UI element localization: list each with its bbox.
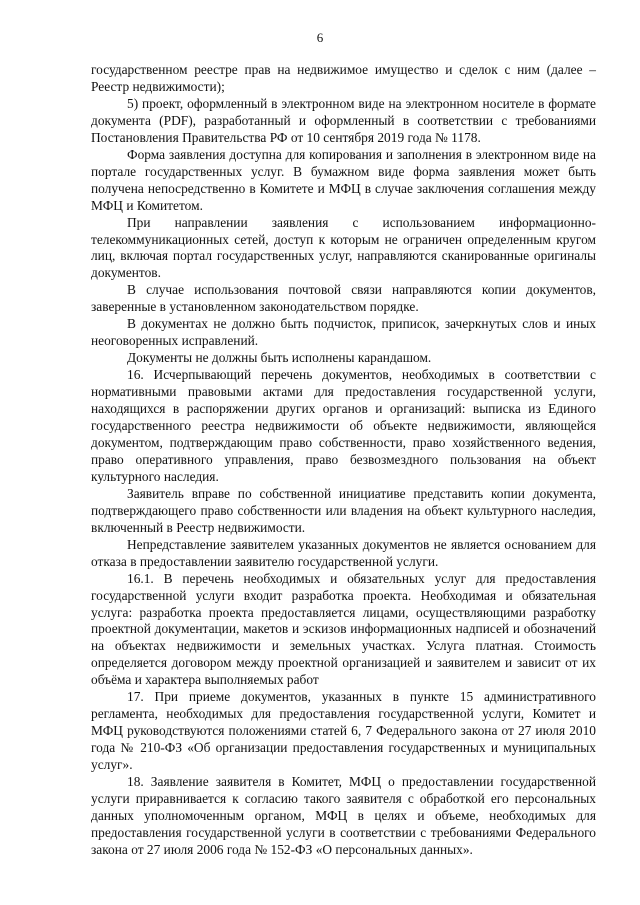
paragraph-electronic-submission: При направлении заявления с использованием информационно-телекоммуникационных сетей, доступ к которым не ограничен определенным кругом лиц, включая портал государственных услуг, направляются сканированные оригиналы документов. — [91, 214, 596, 281]
paragraph-registry-continuation: государственном реестре прав на недвижимое имущество и сделок с ним (далее – Реестр недвижимости); — [91, 62, 596, 94]
paragraph-section-18: 18. Заявление заявителя в Комитет, МФЦ о предоставлении государственной услуги приравнивается к согласию такого заявителя с обработкой его персональных данных уполномоченным органом, МФЦ в целях и объеме, необходимых для предоставления государственной услуги в соответствии с требованиями Федерального закона от 27 июля 2006 года № 152-ФЗ «О персональных данных». — [91, 774, 596, 857]
paragraph-applicant-initiative: Заявитель вправе по собственной инициативе представить копии документа, подтверждающего право собственности или владения на объект культурного наследия, включенный в Реестр недвижимости. — [91, 485, 596, 535]
paragraph-application-form: Форма заявления доступна для копирования и заполнения в электронном виде на портале государственных услуг. В бумажном виде форма заявления может быть получена непосредственно в Комитете и МФЦ в случае заключения соглашения между МФЦ и Комитетом. — [91, 146, 596, 213]
page-number: 6 — [316, 30, 324, 45]
paragraph-no-corrections: В документах не должно быть подчисток, приписок, зачеркнутых слов и иных неоговоренных исправлений. — [91, 316, 596, 349]
paragraph-postal-submission: В случае использования почтовой связи направляются копии документов, заверенные в установленном законодательством порядке. — [91, 282, 596, 315]
paragraph-section-16: 16. Исчерпывающий перечень документов, необходимых в соответствии с нормативными правовыми актами для предоставления государственной услуги, находящихся в распоряжении других органов и организаций: выписка из Единого государственного реестра недвижимости об объекте недвижимости, являющейся документом, подтверждающим право собственности, право хозяйственного ведения, право оперативного управления, право безвозмездного пользования на объект культурного наследия. — [91, 367, 596, 484]
paragraph-section-16-1: 16.1. В перечень необходимых и обязательных услуг для предоставления государственной услуги входит разработка проекта. Необходимая и обязательная услуга: разработка проекта предоставляется лицами, осуществляющими разработку проектной документации, макетов и эскизов информационных надписей и обозначений на объектах недвижимости и земельных участках. Услуга платная. Стоимость определяется договором между проектной организацией и заявителем и зависит от их объёма и характера выполняемых работ — [91, 570, 596, 688]
document-body — [91, 62, 596, 859]
paragraph-no-pencil: Документы не должны быть исполнены карандашом. — [127, 350, 432, 366]
paragraph-non-submission: Непредставление заявителем указанных документов не является основанием для отказа в предоставлении заявителю государственной услуги. — [91, 536, 596, 569]
paragraph-section-17: 17. При приеме документов, указанных в пункте 15 административного регламента, необходимых для предоставления государственной услуги, Комитет и МФЦ руководствуются положениями статей 6, 7 Федерального закона от 27 июля 2010 года № 210-ФЗ «Об организации предоставления государственных и муниципальных услуг». — [91, 689, 596, 773]
paragraph-item-5-project: 5) проект, оформленный в электронном виде на электронном носителе в формате документа (PDF), разработанный и оформленный в соответствии с требованиями Постановления Правительства РФ от 10 сентября 2019 года № 1178. — [91, 95, 596, 145]
